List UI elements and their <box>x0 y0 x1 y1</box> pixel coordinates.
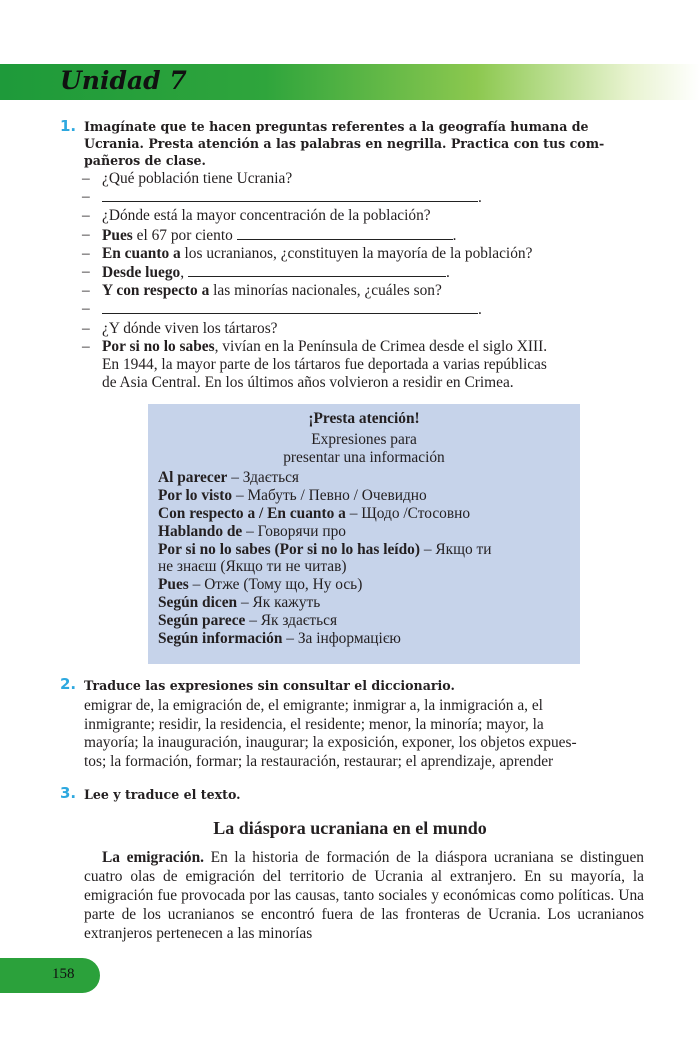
expression-line: tos; la formación, formar; la restauración, restaurar; el aprendizaje, aprender <box>84 752 554 770</box>
dialog-line: – Desde luego, . <box>82 263 450 282</box>
instruction-line: Ucrania. Presta atención a las palabras en negrilla. Practica con tus com- <box>84 136 605 151</box>
dialog-line: – Y con respecto a las minorías nacionales, ¿cuáles son? <box>82 282 442 300</box>
expression-item: Con respecto a / En cuanto a – Щодо /Стосовно <box>158 504 471 522</box>
dialog-line: – Pues el 67 por ciento . <box>82 225 457 244</box>
expression-item: Según información – За інформацією <box>158 629 401 647</box>
reading-lead: La emigración. <box>102 849 204 866</box>
expression-item: Pues – Отже (Тому що, Ну ось) <box>158 576 363 594</box>
dialog-line: – ¿Y dónde viven los tártaros? <box>82 319 278 337</box>
instruction-line: Imagínate que te hacen preguntas referentes a la geografía humana de <box>84 119 589 134</box>
attention-subtitle: presentar una información <box>283 448 445 466</box>
answer-blank <box>102 188 478 202</box>
expression-item: Hablando de – Говорячи про <box>158 522 346 540</box>
expression-item: Por si no lo sabes (Por si no lo has leído) – Якщо ти <box>158 540 492 558</box>
unit-title: Unidad 7 <box>60 66 187 95</box>
dialog-line: – Por si no lo sabes, vivían en la Península de Crimea desde el siglo XIII. <box>82 337 548 355</box>
instruction-line: pañeros de clase. <box>84 153 206 168</box>
exercise-2-instruction: Traduce las expresiones sin consultar el diccionario. <box>84 678 455 693</box>
attention-subtitle: Expresiones para <box>311 430 417 448</box>
attention-title: ¡Presta atención! <box>308 410 420 427</box>
dialog-line-blank: – . <box>82 300 482 319</box>
expression-item: не знаєш (Якщо ти не читав) <box>158 558 347 576</box>
dialog-line-continuation: En 1944, la mayor parte de los tártaros fue deportada a varias repúblicas <box>102 356 547 374</box>
expression-item: Según dicen – Як кажуть <box>158 593 321 611</box>
expression-list <box>158 469 570 647</box>
expression-item: Según parece – Як здається <box>158 611 338 629</box>
exercise-3-number: 3. <box>60 784 77 802</box>
exercise-2-expressions <box>84 697 644 771</box>
exercise-2-number: 2. <box>60 675 77 693</box>
attention-box <box>148 404 580 664</box>
dialog-line: – ¿Qué población tiene Ucrania? <box>82 170 293 187</box>
reading-text: La emigración. En la historia de formación de la diáspora ucraniana se distinguen cuatro olas de emigración del territorio de Ucrania al extranjero. En su mayoría, la emigración fue provocada por las causas, tanto sociales y económicas como políticas. Una parte de los ucranianos se encontró fuera de las fronteras de Ucrania. Los ucranianos extranjeros pertenecen a las minorías <box>84 849 645 942</box>
expression-item: Al parecer – Здається <box>158 469 300 487</box>
exercise-1-dialog <box>82 170 647 392</box>
expression-line: emigrar de, la emigración de, el emigrante; inmigrar a, la inmigración a, el <box>84 697 543 714</box>
page-number: 158 <box>52 966 75 982</box>
expression-item: Por lo visto – Мабуть / Певно / Очевидно <box>158 487 427 505</box>
answer-blank <box>237 226 453 240</box>
dialog-line-blank: – . <box>82 188 482 207</box>
expression-line: mayoría; la inauguración, inaugurar; la exposición, exponer, los objetos expues- <box>84 734 577 751</box>
exercise-3-instruction: Lee y traduce el texto. <box>84 787 241 802</box>
dialog-line: – ¿Dónde está la mayor concentración de la población? <box>82 207 431 225</box>
answer-blank <box>102 300 478 314</box>
dialog-line: – En cuanto a los ucranianos, ¿constituyen la mayoría de la población? <box>82 244 533 262</box>
exercise-1-instruction <box>84 118 644 169</box>
expression-line: inmigrante; residir, la residencia, el residente; menor, la minoría; mayor, la <box>84 715 544 733</box>
answer-blank <box>188 263 446 277</box>
exercise-1-number: 1. <box>60 117 77 135</box>
page-number-tab <box>0 958 100 993</box>
reading-title: La diáspora ucraniana en el mundo <box>213 818 487 838</box>
dialog-line-continuation: de Asia Central. En los últimos años volvieron a residir en Crimea. <box>102 374 514 392</box>
